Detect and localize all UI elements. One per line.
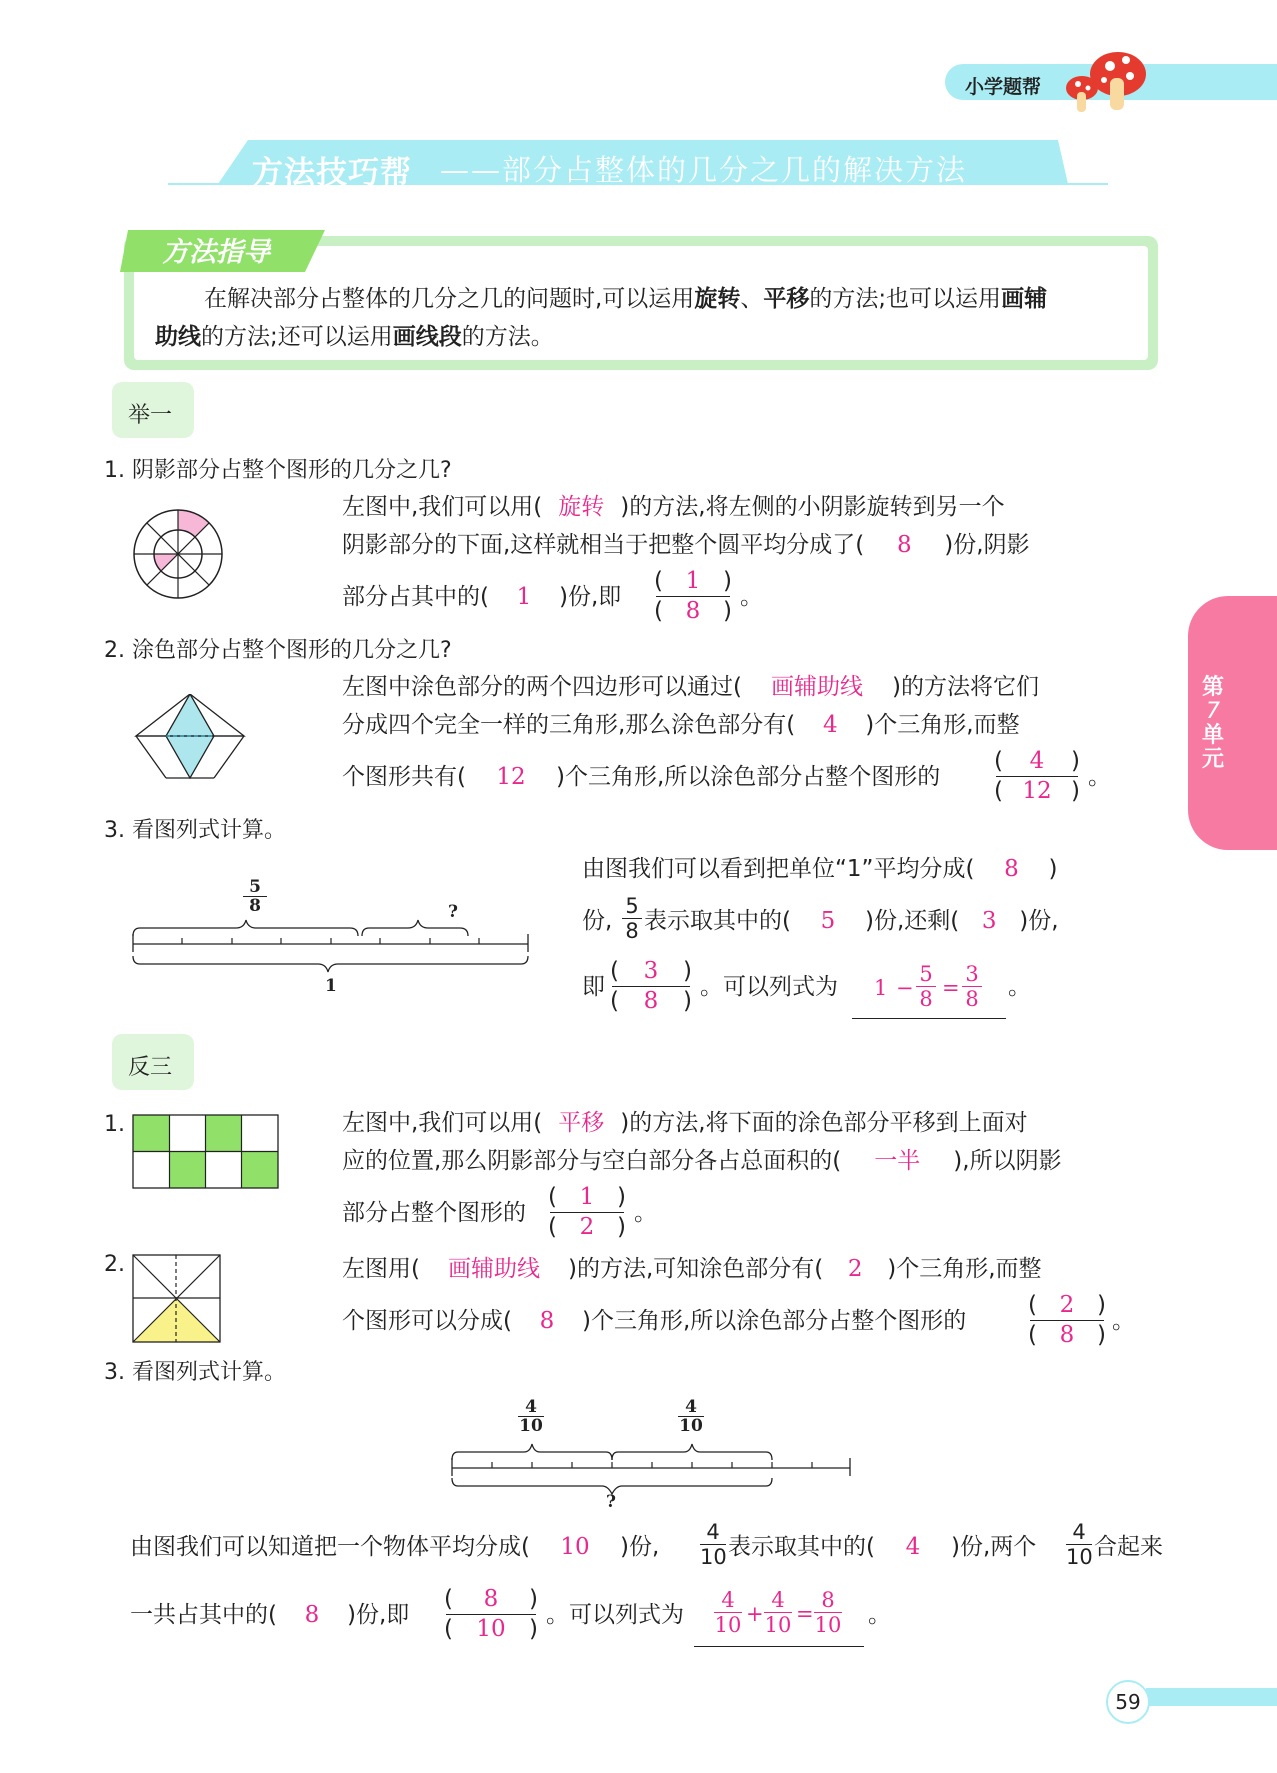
s2q2-line-1: 左图用( 画辅助线 )的方法,可知涂色部分有( 2 )个三角形,而整 [342,1256,1042,1282]
q2-line-1: 左图中涂色部分的两个四边形可以通过( 画辅助线 )的方法将它们 [342,674,1039,700]
s2q3-line-2a: 一共占其中的( 8 )份,即 [130,1602,410,1628]
s2q2-line-2: 个图形可以分成( 8 )个三角形,所以涂色部分占整个图形的 [342,1308,967,1334]
q3-frac-3-8: ( 3 ) ( 8 ) [610,958,692,1014]
section-label-fansan: 反三 [128,1055,173,1080]
section-label-juyi: 举一 [128,403,173,428]
s2q1-end: 。 [634,1200,657,1226]
q1-fraction: ( 1 ) ( 8 ) [654,568,732,624]
star-figure [130,694,250,790]
guide-line-1: 在解决部分占整体的几分之几的问题时,可以运用旋转、平移的方法;也可以运用画辅 [204,286,1048,312]
q3-line-3a: 即 [582,974,605,1000]
brand-label: 小学题帮 [965,76,1042,98]
title-sub: ——部分占整体的几分之几的解决方法 [440,153,968,187]
q1-title: 1. 阴影部分占整个图形的几分之几? [104,458,452,483]
q3-line-1: 由图我们可以看到把单位“1”平均分成( 8 ) [582,856,1058,882]
q3-frac-5-8: 5 8 [622,894,642,943]
s2q1-line-3: 部分占整个图形的 [342,1200,526,1226]
s2q2-num: 2. [104,1252,125,1277]
circle-figure [130,506,226,602]
s2q3-frac-4-10-b: 4 10 [1066,1520,1093,1569]
q3-end: 。 [1008,974,1031,1000]
q1-line-1: 左图中,我们可以用( 旋转 )的方法,将左侧的小阴影旋转到另一个 [342,494,1005,520]
q1-line-3: 部分占其中的( 1 )份,即 [342,584,622,610]
s2q3-line-1a: 由图我们可以知道把一个物体平均分成( 10 )份, [130,1534,660,1560]
s2q1-line-2: 应的位置,那么阴影部分与空白部分各占总面积的( 一半 ),所以阴影 [342,1148,1062,1174]
seg1-fraction-label: 5 8 [243,878,267,915]
q2-fraction: ( 4 ) ( 12 ) [994,748,1080,804]
s2q3-frac-4-10-a: 4 10 [700,1520,727,1569]
s2q3-line-1b: 表示取其中的( 4 )份,两个 [728,1534,1037,1560]
guide-line-2: 助线的方法;还可以运用画线段的方法。 [155,324,554,350]
s2q3-line-1c: 合起来 [1094,1534,1163,1560]
q2-title: 2. 涂色部分占整个图形的几分之几? [104,638,452,663]
page-number: 59 [1115,1690,1141,1714]
s2q2-fraction: ( 2 ) ( 8 ) [1028,1292,1106,1348]
q3-equation: 1 − 5 8 = 3 8 [852,962,1006,1019]
q3-line-3b: 。可以列式为 [700,974,838,1000]
unit-side-tab-text: 第 7 单 元 [1201,675,1224,772]
q2-line-3: 个图形共有( 12 )个三角形,所以涂色部分占整个图形的 [342,764,941,790]
q1-line-2: 阴影部分的下面,这样就相当于把整个圆平均分成了( 8 )份,阴影 [342,532,1030,558]
s2q2-end: 。 [1112,1308,1135,1334]
s2q3-line-2b: 。可以列式为 [546,1602,684,1628]
seg2-fraction-label-1: 4 10 [519,1397,543,1436]
grid-figure [132,1114,280,1190]
seg2-fraction-label-2: 4 10 [679,1397,703,1436]
q3-line-2a: 份, [582,908,613,934]
s2q3-frac-8-10: ( 8 ) ( 10 ) [444,1586,538,1642]
title-main: 方法技巧帮 [252,155,412,191]
seg2-question-mark: ? [606,1492,616,1512]
s2q3-end: 。 [868,1602,891,1628]
s2q3-equation: 4 10 + 4 10 = 8 10 [694,1588,864,1647]
q2-line-2: 分成四个完全一样的三角形,那么涂色部分有( 4 )个三角形,而整 [342,712,1020,738]
footer-band [1146,1688,1277,1706]
seg1-question-mark: ? [448,902,458,922]
q1-end: 。 [740,584,763,610]
s2q1-fraction: ( 1 ) ( 2 ) [548,1184,626,1240]
q3-line-2b: 表示取其中的( 5 )份,还剩( 3 )份, [644,908,1059,934]
s2q1-num: 1. [104,1112,125,1137]
s2q3-title: 3. 看图列式计算。 [104,1360,286,1385]
s2q1-line-1: 左图中,我们可以用( 平移 )的方法,将下面的涂色部分平移到上面对 [342,1110,1028,1136]
square-figure [132,1254,222,1344]
q2-end: 。 [1088,764,1111,790]
mushroom-icon [1060,44,1150,116]
segment-diagram-2 [448,1397,856,1510]
guide-badge: 方法指导 [162,237,270,268]
seg1-total-label: 1 [325,976,337,996]
q3-title: 3. 看图列式计算。 [104,818,286,843]
